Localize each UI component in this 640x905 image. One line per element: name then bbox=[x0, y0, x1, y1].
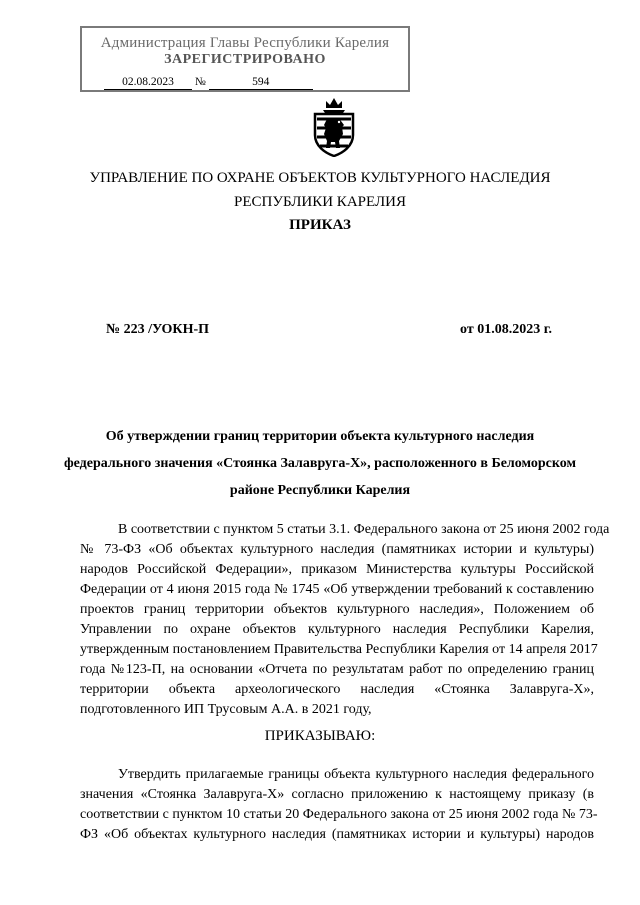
stamp-registered: ЗАРЕГИСТРИРОВАНО bbox=[164, 52, 326, 67]
org-name-line1: УПРАВЛЕНИЕ ПО ОХРАНЕ ОБЪЕКТОВ КУЛЬТУРНОГО НАСЛЕДИЯ bbox=[89, 170, 551, 186]
body-line: значения «Стоянка Залавруга-Х» согласно приложению к настоящему приказу (в bbox=[80, 787, 594, 802]
decree-heading: ПРИКАЗЫВАЮ: bbox=[264, 728, 376, 744]
preamble-line: № 73-ФЗ «Об объектах культурного наследия (памятниках истории и культуры) bbox=[80, 542, 594, 557]
subject-line: районе Республики Карелия bbox=[229, 483, 411, 498]
preamble-line: подготовленного ИП Трусовым А.А. в 2021 году, bbox=[80, 702, 372, 717]
subject-line: федерального значения «Стоянка Залавруга-Х», расположенного в Беломорском bbox=[63, 456, 577, 471]
stamp-number-label: № bbox=[194, 76, 206, 88]
order-number: № 223 /УОКН-П bbox=[106, 322, 210, 337]
stamp-authority: Администрация Главы Республики Карелия bbox=[100, 35, 390, 51]
subject-title bbox=[0, 423, 640, 504]
stamp-date: 02.08.2023 bbox=[104, 76, 192, 90]
preamble-line: проектов границ территории объектов культурного наследия», Положением об bbox=[80, 602, 594, 617]
registration-stamp bbox=[80, 26, 410, 92]
preamble-line: народов Российской Федерации», приказом Министерства культуры Российской bbox=[80, 562, 594, 577]
body-paragraph bbox=[80, 765, 598, 845]
preamble-line: В соответствии с пунктом 5 статьи 3.1. Федерального закона от 25 июня 2002 года bbox=[118, 522, 610, 537]
preamble-line: Управлении по охране объектов культурного наследия Республики Карелия, bbox=[80, 622, 594, 637]
preamble-line: Федерации от 4 июня 2015 года № 1745 «Об утверждении требований к составлению bbox=[80, 582, 594, 597]
org-name-line2: РЕСПУБЛИКИ КАРЕЛИЯ bbox=[234, 194, 406, 210]
stamp-number: 594 bbox=[209, 76, 313, 90]
document-type: ПРИКАЗ bbox=[289, 217, 351, 233]
body-line: соответствии с пунктом 10 статьи 20 Федерального закона от 25 июня 2002 года № 73- bbox=[80, 807, 598, 822]
preamble-line: территории объекта археологического наследия «Стоянка Залавруга-Х», bbox=[80, 682, 594, 697]
preamble-paragraph bbox=[80, 520, 610, 720]
subject-line: Об утверждении границ территории объекта культурного наследия bbox=[105, 429, 535, 444]
stamp-registration-line bbox=[104, 76, 313, 90]
order-date: от 01.08.2023 г. bbox=[460, 322, 552, 337]
preamble-line: утвержденным постановлением Правительства Республики Карелия от 14 апреля 2017 bbox=[80, 642, 598, 657]
body-line: ФЗ «Об объектах культурного наследия (памятниках истории и культуры) народов bbox=[80, 827, 594, 842]
karelia-coat-of-arms-icon bbox=[309, 97, 359, 157]
body-line: Утвердить прилагаемые границы объекта культурного наследия федерального bbox=[118, 767, 594, 782]
preamble-line: года №123-П, на основании «Отчета по результатам работ по определению границ bbox=[80, 662, 594, 677]
